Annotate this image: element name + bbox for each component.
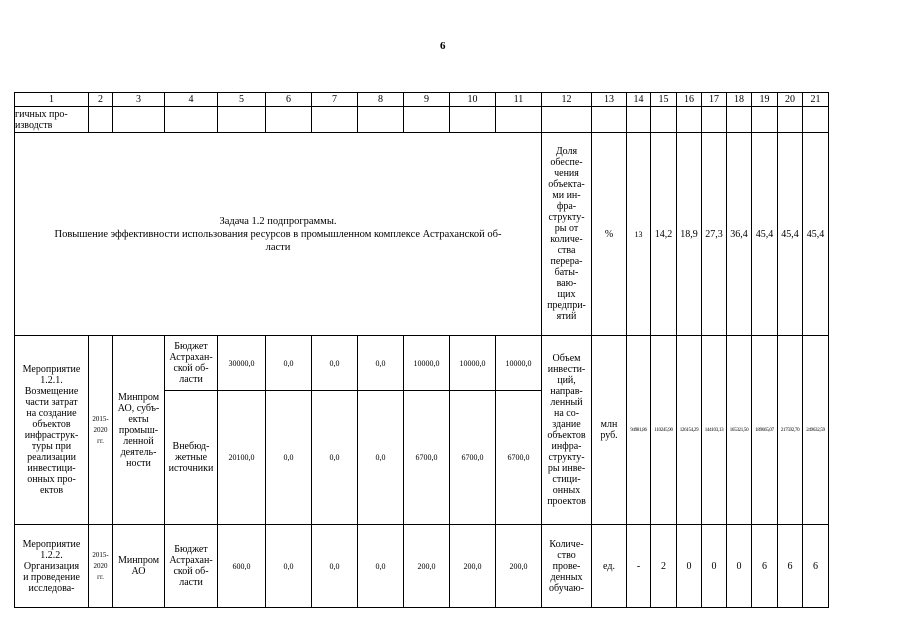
measure-1-period: 2015- 2020 гг. bbox=[89, 336, 113, 525]
measure-2-source: Бюджет Астрахан- ской об- ласти bbox=[165, 525, 218, 608]
measure-2-row bbox=[15, 525, 829, 608]
measure-1-source-budget: Бюджет Астрахан- ской об- ласти bbox=[165, 336, 218, 391]
indicator-value: 165321,50 bbox=[727, 336, 752, 525]
finance-value: 0,0 bbox=[266, 336, 312, 391]
header-cell: 14 bbox=[627, 93, 651, 107]
measure-1-source-extrabudget: Внебюд- жетные источники bbox=[165, 391, 218, 525]
indicator-value: 94981,86 bbox=[627, 336, 651, 525]
task-indicator: Доля обеспе- чения объекта- ми ин- фра- структу- ры от количе- ства перера- баты- ваю- щих предпри- ятий bbox=[542, 133, 592, 336]
column-number-row bbox=[15, 93, 829, 107]
finance-value: 10000,0 bbox=[496, 336, 542, 391]
header-cell: 20 bbox=[778, 93, 803, 107]
indicator-value: - bbox=[627, 525, 651, 608]
measure-1-name: Мероприятие 1.2.1. Возмещение части затрат на создание объектов инфраструк- туры при реализации инвестици- онных про- ектов bbox=[15, 336, 89, 525]
header-cell: 17 bbox=[702, 93, 727, 107]
empty-cell bbox=[727, 107, 752, 133]
indicator-value: 249632,59 bbox=[803, 336, 829, 525]
finance-value: 200,0 bbox=[450, 525, 496, 608]
empty-cell bbox=[702, 107, 727, 133]
measure-1-unit: млн руб. bbox=[592, 336, 627, 525]
task-value: 18,9 bbox=[677, 133, 702, 336]
finance-value: 200,0 bbox=[404, 525, 450, 608]
measure-2-name: Мероприятие 1.2.2. Организация и проведение исследова- bbox=[15, 525, 89, 608]
finance-value: 20100,0 bbox=[218, 391, 266, 525]
empty-cell bbox=[803, 107, 829, 133]
header-cell: 7 bbox=[312, 93, 358, 107]
task-title: Задача 1.2 подпрограммы. Повышение эффективности использования ресурсов в промышленном комплексе Астраханской об- ласти bbox=[15, 133, 542, 336]
finance-value: 30000,0 bbox=[218, 336, 266, 391]
task-value: 14,2 bbox=[651, 133, 677, 336]
header-cell: 9 bbox=[404, 93, 450, 107]
empty-cell bbox=[450, 107, 496, 133]
indicator-value: 0 bbox=[677, 525, 702, 608]
indicator-value: 2 bbox=[651, 525, 677, 608]
measure-1-row-budget bbox=[15, 336, 829, 391]
header-cell: 16 bbox=[677, 93, 702, 107]
continuation-text: гичных про- изводств bbox=[15, 107, 89, 133]
empty-cell bbox=[496, 107, 542, 133]
measure-2-executor: Минпром АО bbox=[113, 525, 165, 608]
finance-value: 6700,0 bbox=[404, 391, 450, 525]
finance-value: 6700,0 bbox=[496, 391, 542, 525]
finance-value: 0,0 bbox=[266, 525, 312, 608]
indicator-value: 189665,07 bbox=[752, 336, 778, 525]
task-value: 45,4 bbox=[778, 133, 803, 336]
finance-value: 6700,0 bbox=[450, 391, 496, 525]
task-value: 36,4 bbox=[727, 133, 752, 336]
indicator-value: 126154,29 bbox=[677, 336, 702, 525]
finance-value: 10000,0 bbox=[450, 336, 496, 391]
header-cell: 4 bbox=[165, 93, 218, 107]
header-cell: 2 bbox=[89, 93, 113, 107]
measure-2-unit: ед. bbox=[592, 525, 627, 608]
finance-value: 600,0 bbox=[218, 525, 266, 608]
finance-value: 0,0 bbox=[312, 525, 358, 608]
continuation-row bbox=[15, 107, 829, 133]
header-cell: 3 bbox=[113, 93, 165, 107]
empty-cell bbox=[778, 107, 803, 133]
empty-cell bbox=[752, 107, 778, 133]
finance-value: 0,0 bbox=[358, 525, 404, 608]
finance-value: 200,0 bbox=[496, 525, 542, 608]
empty-cell bbox=[113, 107, 165, 133]
measure-1-indicator: Объем инвести- ций, направ- ленный на со- здание объектов инфра- структу- ры инве- стици- онных проектов bbox=[542, 336, 592, 525]
indicator-value: 0 bbox=[702, 525, 727, 608]
empty-cell bbox=[218, 107, 266, 133]
header-cell: 8 bbox=[358, 93, 404, 107]
finance-value: 0,0 bbox=[266, 391, 312, 525]
header-cell: 11 bbox=[496, 93, 542, 107]
indicator-value: 6 bbox=[803, 525, 829, 608]
header-cell: 19 bbox=[752, 93, 778, 107]
header-cell: 6 bbox=[266, 93, 312, 107]
measure-2-period: 2015- 2020 гг. bbox=[89, 525, 113, 608]
indicator-value: 144103,13 bbox=[702, 336, 727, 525]
empty-cell bbox=[266, 107, 312, 133]
empty-cell bbox=[312, 107, 358, 133]
header-cell: 15 bbox=[651, 93, 677, 107]
task-value: 13 bbox=[627, 133, 651, 336]
empty-cell bbox=[542, 107, 592, 133]
header-cell: 13 bbox=[592, 93, 627, 107]
finance-value: 0,0 bbox=[312, 391, 358, 525]
empty-cell bbox=[592, 107, 627, 133]
empty-cell bbox=[165, 107, 218, 133]
empty-cell bbox=[358, 107, 404, 133]
indicator-value: 217592,70 bbox=[778, 336, 803, 525]
indicator-value: 6 bbox=[752, 525, 778, 608]
header-cell: 21 bbox=[803, 93, 829, 107]
empty-cell bbox=[651, 107, 677, 133]
measure-2-indicator: Количе- ство прове- денных обучаю- bbox=[542, 525, 592, 608]
page-number: 6 bbox=[440, 40, 446, 52]
empty-cell bbox=[404, 107, 450, 133]
indicator-value: 0 bbox=[727, 525, 752, 608]
header-cell: 10 bbox=[450, 93, 496, 107]
header-cell: 12 bbox=[542, 93, 592, 107]
empty-cell bbox=[677, 107, 702, 133]
indicator-value: 6 bbox=[778, 525, 803, 608]
finance-value: 10000,0 bbox=[404, 336, 450, 391]
task-value: 27,3 bbox=[702, 133, 727, 336]
finance-value: 0,0 bbox=[358, 336, 404, 391]
header-cell: 1 bbox=[15, 93, 89, 107]
indicator-value: 110245,90 bbox=[651, 336, 677, 525]
task-row bbox=[15, 133, 829, 336]
finance-value: 0,0 bbox=[358, 391, 404, 525]
task-unit: % bbox=[592, 133, 627, 336]
header-cell: 18 bbox=[727, 93, 752, 107]
empty-cell bbox=[627, 107, 651, 133]
measure-1-executor: Минпром АО, субъ- екты промыш- ленной деятель- ности bbox=[113, 336, 165, 525]
finance-value: 0,0 bbox=[312, 336, 358, 391]
program-table bbox=[14, 92, 829, 608]
task-value: 45,4 bbox=[803, 133, 829, 336]
empty-cell bbox=[89, 107, 113, 133]
header-cell: 5 bbox=[218, 93, 266, 107]
task-value: 45,4 bbox=[752, 133, 778, 336]
